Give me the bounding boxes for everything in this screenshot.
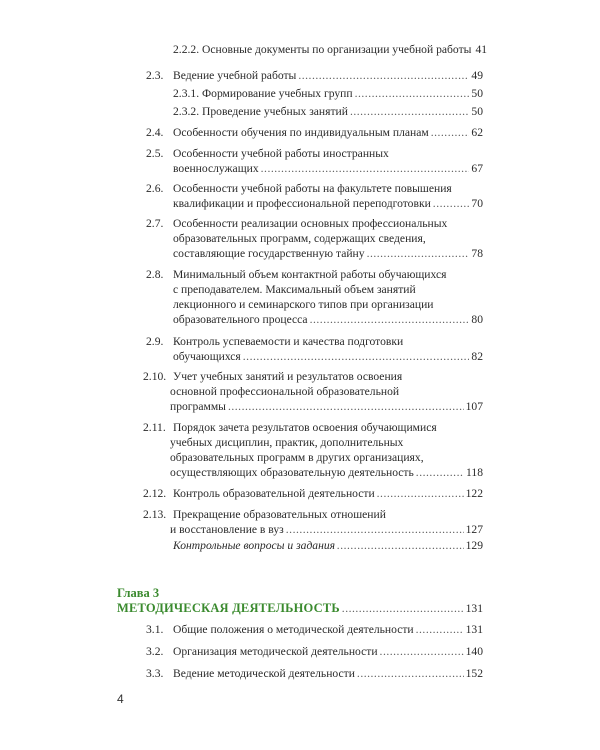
toc-entry-number: 3.1.: [146, 623, 164, 636]
toc-entry-number: 2.13.: [143, 508, 167, 521]
toc-page-number: 118: [466, 466, 483, 479]
toc-page-number: 127: [465, 523, 483, 536]
toc-entry-number: 2.8.: [146, 268, 164, 281]
toc-entry-title: Ведение методической деятельности: [173, 667, 355, 680]
toc-entry-title: обучающихся: [173, 350, 241, 363]
toc-entry-number: 2.4.: [146, 126, 164, 139]
dot-leader: [342, 601, 464, 616]
toc-page-number: 107: [465, 400, 483, 413]
toc-entry-title: Общие положения о методической деятельности: [173, 623, 414, 636]
toc-page-number: 80: [471, 313, 483, 326]
toc-page-number: 140: [465, 645, 483, 658]
toc-entry-title: 2.3.2. Проведение учебных занятий: [173, 105, 348, 118]
dot-leader: [286, 522, 464, 537]
dot-leader: [380, 644, 464, 659]
toc-entry-title: 2.2.2. Основные документы по организации учебной работы: [173, 43, 472, 56]
toc-entry-title-line: Особенности учебной работы на факультете повышения: [173, 182, 452, 195]
toc-entry-title-line: образовательных программ в других организациях,: [170, 451, 424, 464]
dot-leader: [261, 161, 470, 176]
toc-entry-title-line: с преподавателем. Максимальный объем занятий: [173, 283, 416, 296]
dot-leader: [298, 68, 469, 83]
toc-entry-title: 2.3.1. Формирование учебных групп: [173, 87, 353, 100]
toc-entry-title-line: Особенности учебной работы иностранных: [173, 147, 389, 160]
toc-entry-title: Контроль образовательной деятельности: [173, 487, 375, 500]
dot-leader: [416, 465, 464, 480]
toc-entry-number: 2.10.: [143, 370, 167, 383]
dot-leader: [228, 399, 464, 414]
toc-page-number: 78: [471, 247, 483, 260]
toc-entry-number: 2.11.: [143, 421, 166, 434]
toc-entry-number: 2.12.: [143, 487, 167, 500]
toc-entry-title-line: Контроль успеваемости и качества подготовки: [173, 335, 404, 348]
dot-leader: [243, 349, 470, 364]
toc-entry-title: квалификации и профессиональной переподготовки: [173, 197, 431, 210]
toc-entry-title-line: учебных дисциплин, практик, дополнительных: [170, 436, 404, 449]
toc-entry-number: 2.6.: [146, 182, 164, 195]
toc-entry-title-line: Учет учебных занятий и результатов освоения: [173, 370, 403, 383]
page-number: 4: [117, 692, 124, 706]
toc-entry-title: образовательного процесса: [173, 313, 308, 326]
dot-leader: [416, 622, 464, 637]
dot-leader: [377, 486, 464, 501]
toc-entry-number: 2.7.: [146, 217, 164, 230]
dot-leader: [357, 666, 464, 681]
dot-leader: [431, 125, 470, 140]
chapter-label: Глава 3: [117, 586, 160, 600]
toc-entry-title-line: Прекращение образовательных отношений: [173, 508, 386, 521]
toc-entry-number: 2.9.: [146, 335, 164, 348]
toc-entry-title: Особенности обучения по индивидуальным планам: [173, 126, 429, 139]
toc-entry-number: 2.3.: [146, 69, 164, 82]
toc-entry-title: осуществляющих образовательную деятельность: [170, 466, 414, 479]
toc-page-number: 129: [465, 539, 483, 552]
toc-page-number: 50: [471, 87, 483, 100]
dot-leader: [433, 196, 470, 211]
toc-entry-title: составляющие государственную тайну: [173, 247, 365, 260]
toc-entry-title: Контрольные вопросы и задания: [173, 539, 336, 552]
toc-entry-title-line: основной профессиональной образовательной: [170, 385, 400, 398]
toc-entry-number: 2.5.: [146, 147, 164, 160]
toc-page-number: 82: [471, 350, 483, 363]
toc-page-number: 67: [471, 162, 483, 175]
dot-leader: [337, 538, 464, 553]
dot-leader: [355, 86, 470, 101]
toc-entry-title: военнослужащих: [173, 162, 259, 175]
toc-entry-title-line: образовательных программ, содержащих сведения,: [173, 232, 426, 245]
toc-page-number: 41: [475, 43, 488, 56]
toc-entry-title-line: лекционного и семинарского типов при организации: [173, 298, 434, 311]
toc-entry-title: программы: [170, 400, 226, 413]
dot-leader: [310, 312, 470, 327]
toc-page-number: 49: [471, 69, 483, 82]
toc-entry-number: 3.2.: [146, 645, 164, 658]
dot-leader: [367, 246, 470, 261]
toc-entry-title: Ведение учебной работы: [173, 69, 297, 82]
toc-page-number: 122: [465, 487, 483, 500]
toc-page-number: 70: [471, 197, 483, 210]
toc-page-number: 50: [471, 105, 483, 118]
toc-page-number: 131: [465, 623, 483, 636]
toc-page-number: 152: [465, 667, 483, 680]
toc-entry-title: Организация методической деятельности: [173, 645, 378, 658]
chapter-title: МЕТОДИЧЕСКАЯ ДЕЯТЕЛЬНОСТЬ: [117, 601, 340, 615]
toc-entry-number: 3.3.: [146, 667, 164, 680]
dot-leader: [350, 104, 469, 119]
toc-entry-title: и восстановление в вуз: [170, 523, 284, 536]
toc-page-number: 131: [465, 602, 483, 615]
toc-entry-title-line: Особенности реализации основных профессиональных: [173, 217, 448, 230]
toc-entry-title-line: Минимальный объем контактной работы обучающихся: [173, 268, 447, 281]
toc-entry-title-line: Порядок зачета результатов освоения обучающимися: [173, 421, 437, 434]
toc-page-number: 62: [471, 126, 483, 139]
